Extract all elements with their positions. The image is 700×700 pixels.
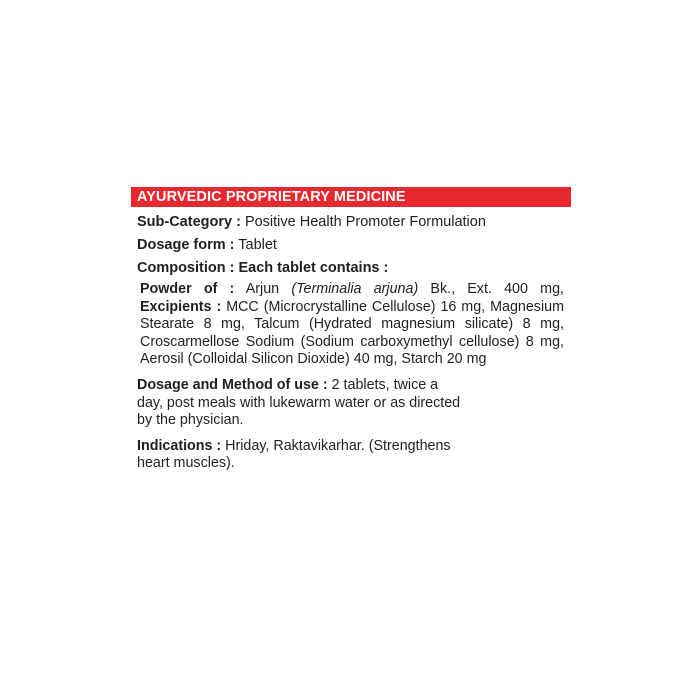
category-banner [131,187,571,207]
sub-category-value: Positive Health Promoter Formulation [240,214,486,230]
sub-category-label: Sub-Category : [137,214,241,230]
indications-label: Indications : [137,437,222,454]
indications-value: Hriday, Raktavikarhar. (Strengthens heart muscles). [137,437,451,472]
powder-text-before-italic: Arjun [234,281,292,297]
dosage-method-label: Dosage and Method of use : [137,376,328,393]
excipients-label: Excipients : [140,298,222,315]
dosage-form-row [137,236,565,254]
label-content [131,213,565,473]
dosage-method-value: 2 tablets, twice a day, post meals with lukewarm water or as directed by the physician. [137,376,461,429]
excipients-text: MCC (Microcrystalline Cellulose) 16 mg, Magnesium Stearate 8 mg, Talcum (Hydrated magnesium silicate) 8 mg, Croscarmellose Sodium (Sodium carboxymethyl cellulose) 8 mg, Aerosil (Colloidal Silicon Dioxide) 40 mg, Starch 20 mg [140,298,564,368]
powder-of-label: Powder of : [140,281,235,297]
dosage-method-section [137,377,467,430]
category-banner-title: AYURVEDIC PROPRIETARY MEDICINE [137,189,406,205]
dosage-form-label: Dosage form : [137,237,235,253]
sub-category-row [137,213,565,231]
dosage-form-value: Tablet [234,237,277,253]
indications-section [137,438,467,473]
composition-heading: Composition : Each tablet contains : [137,260,389,276]
product-label-panel [131,187,571,473]
composition-details [137,281,564,369]
botanical-name: (Terminalia arjuna) [291,281,419,297]
powder-text-after-italic: Bk., Ext. 400 mg, [418,281,564,297]
